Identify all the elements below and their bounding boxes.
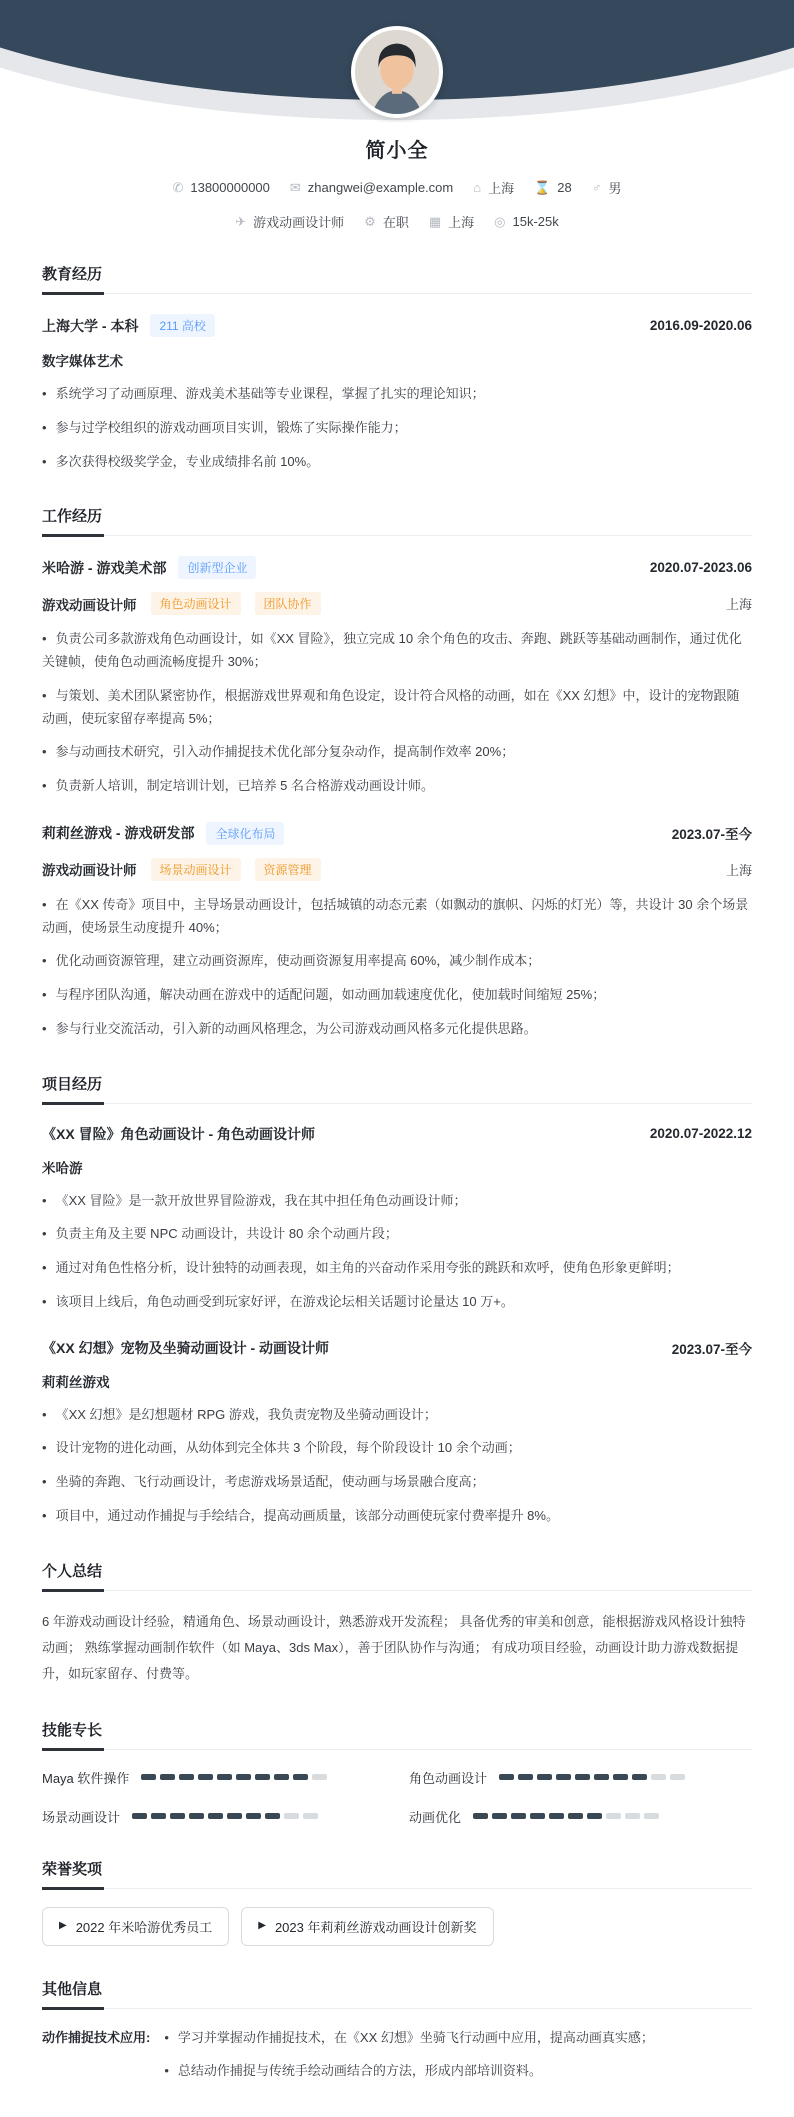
- play-icon: [59, 1921, 67, 1931]
- education-date: 2016.09-2020.06: [649, 318, 752, 333]
- skill-level-bar: [141, 1774, 327, 1780]
- contact-age: [534, 180, 572, 195]
- avatar: [351, 26, 443, 118]
- education-major: 数字媒体艺术: [42, 354, 123, 369]
- project-date: 2020.07-2022.12: [649, 1126, 752, 1141]
- company-badge: 全球化布局: [206, 822, 284, 845]
- section-skills: [42, 1719, 752, 1826]
- bullet-item: • 设计宠物的进化动画，从幼体到完全体共 3 个阶段，每个阶段设计 10 余个动画；: [42, 1437, 752, 1460]
- bullet-item: • 参与过学校组织的游戏动画项目实训，锻炼了实际操作能力；: [42, 417, 752, 440]
- contact-age-value: 28: [557, 180, 572, 195]
- contact-row-1: [0, 178, 794, 197]
- skill-tag: 场景动画设计: [151, 858, 241, 881]
- bullet-item: • 系统学习了动画原理、游戏美术基础等专业课程，掌握了扎实的理论知识；: [42, 383, 752, 406]
- bullet-item: • 优化动画资源管理，建立动画资源库，使动画资源复用率提高 60%，减少制作成本；: [42, 950, 752, 973]
- honor-item[interactable]: [42, 1907, 229, 1946]
- project-title: 《XX 冒险》角色动画设计 - 角色动画设计师: [42, 1125, 316, 1142]
- project-date: 2023.07-至今: [671, 1341, 752, 1357]
- section-honors: [42, 1858, 752, 1946]
- contact-gender-value: 男: [608, 181, 622, 196]
- other-info-row: [42, 2027, 752, 2084]
- skill-row: [42, 1768, 385, 1787]
- skill-name: 场景动画设计: [42, 1809, 121, 1825]
- bullet-item: • 坐骑的奔跑、飞行动画设计，考虑游戏场景适配，使动画与场景融合度高；: [42, 1471, 752, 1494]
- age-icon: ⌛: [534, 180, 551, 195]
- salary-icon: ◎: [494, 214, 506, 229]
- work-bullets: [42, 894, 752, 1041]
- section-work: [42, 505, 752, 1040]
- skill-row: [409, 1807, 752, 1826]
- contact-location: [473, 178, 514, 197]
- bullet-item: • 负责新人培训，制定培训计划，已培养 5 名合格游戏动画设计师。: [42, 775, 752, 798]
- section-title-projects: 项目经历: [42, 1073, 752, 1104]
- bullet-item: • 与策划、美术团队紧密协作，根据游戏世界观和角色设定，设计符合风格的动画，如在《XX 幻想》中，设计的宠物跟随动画，使玩家留存率提高 5%；: [42, 685, 752, 731]
- skill-level-bar: [499, 1774, 685, 1780]
- skills-grid: [42, 1768, 752, 1826]
- bullet-item: • 该项目上线后，角色动画受到玩家好评，在游戏论坛相关话题讨论量达 10 万+。: [42, 1291, 752, 1314]
- summary-text: 6 年游戏动画设计经验，精通角色、场景动画设计，熟悉游戏开发流程； 具备优秀的审美和创意，能根据游戏风格设计独特动画； 熟练掌握动画制作软件（如 Maya、3ds Max），善于团队协作与沟通； 有成功项目经验，动画设计助力游戏数据提升，如玩家留存、付费等。: [42, 1613, 746, 1681]
- bullet-item: • 《XX 冒险》是一款开放世界冒险游戏，我在其中担任角色动画设计师；: [42, 1190, 752, 1213]
- phone-icon: ✆: [172, 180, 184, 195]
- bullet-item: • 总结动作捕捉与传统手绘动画结合的方法，形成内部培训资料。: [164, 2060, 654, 2083]
- bullet-item: • 多次获得校级奖学金，专业成绩排名前 10%。: [42, 451, 752, 474]
- honors-list: [42, 1907, 752, 1946]
- job-icon: ✈: [235, 214, 247, 229]
- work-date: 2023.07-至今: [671, 827, 752, 843]
- honor-item[interactable]: [241, 1907, 493, 1946]
- contact-row-2: [0, 212, 794, 231]
- contact-salary-value: 15k-25k: [512, 214, 559, 229]
- work-date: 2020.07-2023.06: [649, 560, 752, 576]
- section-title-work: 工作经历: [42, 505, 752, 536]
- project-bullets: [42, 1404, 752, 1528]
- company-name: 米哈游 - 游戏美术部: [42, 559, 167, 576]
- honor-label: 2023 年莉莉丝游戏动画设计创新奖: [274, 1919, 477, 1935]
- section-title-honors: 荣誉奖项: [42, 1858, 752, 1889]
- project-entry: [42, 1338, 752, 1528]
- contact-job: [235, 212, 344, 231]
- bullet-item: • 在《XX 传奇》项目中，主导场景动画设计，包括城镇的动态元素（如飘动的旗帜、闪烁的灯光）等，共设计 30 余个场景动画，使场景生动度提升 40%；: [42, 894, 752, 940]
- section-title-summary: 个人总结: [42, 1560, 752, 1591]
- skill-name: 动画优化: [409, 1809, 462, 1825]
- bullet-item: • 参与动画技术研究，引入动作捕捉技术优化部分复杂动作，提高制作效率 20%；: [42, 741, 752, 764]
- project-title: 《XX 幻想》宠物及坐骑动画设计 - 动画设计师: [42, 1339, 330, 1356]
- bullet-item: • 参与行业交流活动，引入新的动画风格理念，为公司游戏动画风格多元化提供思路。: [42, 1018, 752, 1041]
- honor-label: 2022 年米哈游优秀员工: [75, 1919, 213, 1935]
- education-entry: [42, 314, 752, 473]
- job-title: 游戏动画设计师: [42, 863, 137, 879]
- school-name: 上海大学 - 本科: [42, 317, 139, 334]
- section-title-skills: 技能专长: [42, 1719, 752, 1750]
- project-entry: [42, 1124, 752, 1314]
- gender-icon: ♂: [591, 180, 602, 195]
- city-icon: ▦: [428, 214, 442, 229]
- play-icon: [258, 1921, 266, 1931]
- work-location: 上海: [725, 597, 752, 613]
- section-summary: [42, 1560, 752, 1687]
- skill-level-bar: [132, 1813, 318, 1819]
- skill-tag: 团队协作: [255, 592, 321, 615]
- contact-salary: [494, 214, 559, 229]
- bullet-item: • 与程序团队沟通，解决动画在游戏中的适配问题，如动画加载速度优化，使加载时间缩短 25%；: [42, 984, 752, 1007]
- skill-level-bar: [473, 1813, 659, 1819]
- bullet-item: • 项目中，通过动作捕捉与手绘结合，提高动画质量，该部分动画使玩家付费率提升 8%。: [42, 1505, 752, 1528]
- status-icon: ⚙: [364, 214, 376, 229]
- contact-phone-value: 13800000000: [190, 180, 270, 195]
- work-entry: [42, 822, 752, 1041]
- work-entry: [42, 556, 752, 798]
- bullet-item: • 负责公司多款游戏角色动画设计，如《XX 冒险》，独立完成 10 余个角色的攻击、奔跑、跳跃等基础动画制作，通过优化关键帧，使角色动画流畅度提升 30%；: [42, 628, 752, 674]
- skill-tag: 资源管理: [255, 858, 321, 881]
- project-bullets: [42, 1190, 752, 1314]
- contact-status-value: 在职: [382, 215, 409, 230]
- contact-gender: [592, 178, 622, 197]
- school-badge: 211 高校: [150, 314, 214, 337]
- bullet-item: • 负责主角及主要 NPC 动画设计，共设计 80 余个动画片段；: [42, 1223, 752, 1246]
- mail-icon: ✉: [289, 180, 301, 195]
- header-banner: [0, 0, 794, 122]
- work-bullets: [42, 628, 752, 798]
- skill-name: Maya 软件操作: [42, 1770, 130, 1786]
- contact-email-value: zhangwei@example.com: [307, 180, 454, 195]
- contact-city: [429, 212, 474, 231]
- bullet-item: • 通过对角色性格分析，设计独特的动画表现，如主角的兴奋动作采用夸张的跳跃和欢呼，使角色形象更鲜明；: [42, 1257, 752, 1280]
- bullet-item: • 《XX 幻想》是幻想题材 RPG 游戏，我负责宠物及坐骑动画设计；: [42, 1404, 752, 1427]
- contact-status: [364, 212, 409, 231]
- work-location: 上海: [725, 862, 752, 878]
- skill-tag: 角色动画设计: [151, 592, 241, 615]
- other-info-bullets: [164, 2027, 654, 2084]
- contact-job-value: 游戏动画设计师: [253, 215, 345, 230]
- candidate-name: 简小全: [365, 140, 429, 162]
- other-info-label: 动作捕捉技术应用:: [42, 2029, 151, 2045]
- project-company: 米哈游: [42, 1160, 83, 1176]
- section-other: [42, 1978, 752, 2084]
- company-name: 莉莉丝游戏 - 游戏研发部: [42, 825, 195, 842]
- skill-row: [42, 1807, 385, 1826]
- home-icon: ⌂: [473, 180, 482, 195]
- section-title-other: 其他信息: [42, 1978, 752, 2009]
- project-company: 莉莉丝游戏: [42, 1374, 110, 1390]
- skill-name: 角色动画设计: [409, 1770, 488, 1786]
- job-title: 游戏动画设计师: [42, 597, 137, 613]
- contact-location-value: 上海: [488, 181, 515, 196]
- section-projects: [42, 1073, 752, 1528]
- avatar-photo: [355, 30, 439, 114]
- section-title-education: 教育经历: [42, 263, 752, 294]
- contact-phone: [172, 180, 269, 195]
- contact-email: [290, 180, 453, 195]
- education-bullets: [42, 383, 752, 473]
- bullet-item: • 学习并掌握动作捕捉技术，在《XX 幻想》坐骑飞行动画中应用，提高动画真实感；: [164, 2027, 654, 2050]
- section-education: [42, 263, 752, 473]
- contact-city-value: 上海: [448, 215, 475, 230]
- company-badge: 创新型企业: [178, 556, 256, 579]
- skill-row: [409, 1768, 752, 1787]
